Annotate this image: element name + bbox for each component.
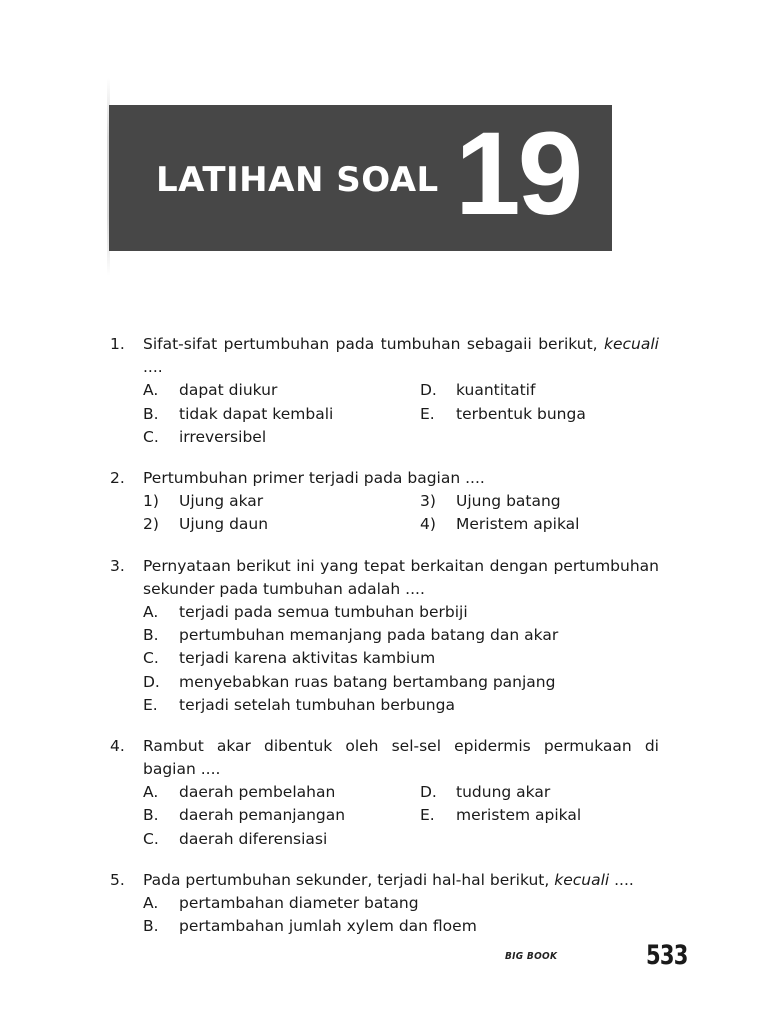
option-key: D. [143,672,160,691]
answer-option [143,379,420,402]
option-text: terjadi pada semua tumbuhan berbiji [179,602,468,621]
answer-options [143,601,768,717]
option-key: A. [143,602,159,621]
answer-option [143,671,768,694]
answer-option [420,804,660,827]
option-key: A. [143,894,159,913]
answer-option [143,426,420,449]
option-text: menyebabkan ruas batang bertambang panjang [179,672,556,691]
answer-option [420,781,660,804]
question-text [143,555,659,601]
footer-book-title: BIG BOOK [505,951,558,962]
option-text: tidak dapat kembali [179,404,334,423]
option-key: B. [143,806,159,825]
option-key: C. [143,649,159,668]
answer-option [143,513,420,536]
question-item [0,555,768,717]
answer-options [143,490,768,536]
question-stem [0,869,659,892]
banner-number: 19 [455,108,581,240]
question-text-main: Rambut akar dibentuk oleh sel-sel epidermis permukaan di bagian .... [143,736,659,779]
option-text: tudung akar [456,783,551,802]
option-text: irreversibel [179,427,267,446]
option-key: B. [143,626,159,645]
answer-option [420,490,660,513]
option-key: B. [143,917,159,936]
question-stem [0,333,659,379]
answer-option [143,601,768,624]
chapter-banner [109,105,612,251]
option-text: daerah pemanjangan [179,806,346,825]
question-text-main: Pernyataan berikut ini yang tepat berkaitan dengan pertumbuhan sekunder pada tumbuhan adalah .... [143,556,659,598]
option-text: dapat diukur [179,381,278,400]
option-text: pertumbuhan memanjang pada batang dan akar [179,626,559,645]
option-key: E. [420,806,435,825]
page-number: 533 [646,940,688,971]
question-number: 4. [110,736,125,755]
option-text: kuantitatif [456,381,536,400]
question-text-main: Pertumbuhan primer terjadi pada bagian .... [143,468,485,487]
answer-option [143,828,420,851]
option-text: terjadi setelah tumbuhan berbunga [179,695,455,714]
question-text-emphasis: kecuali [554,870,610,889]
question-text [143,735,659,781]
option-key: C. [143,427,159,446]
question-number: 2. [110,468,125,487]
answer-options [143,892,768,938]
option-key: 1) [143,492,159,511]
answer-option [143,892,768,915]
option-text: daerah pembelahan [179,783,336,802]
question-text-main: Pada pertumbuhan sekunder, terjadi hal-hal berikut, [143,870,555,889]
option-key: D. [420,783,437,802]
option-text: terjadi karena aktivitas kambium [179,649,436,668]
option-text: daerah diferensiasi [179,829,328,848]
answer-option [420,403,660,426]
answer-option [420,379,660,402]
question-item [0,735,768,851]
option-key: 2) [143,515,159,534]
answer-option [143,781,420,804]
option-key: C. [143,829,159,848]
option-text: pertambahan jumlah xylem dan floem [179,917,477,936]
question-text-emphasis: kecuali [604,335,659,353]
option-text: meristem apikal [456,806,582,825]
answer-option [143,490,420,513]
question-list [0,333,768,956]
question-stem [0,735,659,781]
question-number: 3. [110,556,125,575]
option-key: A. [143,783,159,802]
answer-option [143,624,768,647]
question-stem [0,555,659,601]
option-text: Ujung daun [179,515,269,534]
option-key: E. [143,695,158,714]
option-text: terbentuk bunga [456,404,586,423]
question-text-tail: .... [609,870,634,889]
question-item [0,467,768,537]
question-number: 1. [110,335,125,353]
option-key: D. [420,381,437,400]
answer-option [143,915,768,938]
question-text [143,333,659,379]
answer-options [143,781,768,851]
question-text-main: Sifat-sifat pertumbuhan pada tumbuhan sebagaii berikut, [143,335,605,353]
banner-title: LATIHAN SOAL [156,160,439,200]
option-key: E. [420,404,435,423]
question-text [143,869,659,892]
option-text: Meristem apikal [456,515,580,534]
answer-option [143,804,420,827]
question-text-tail: .... [143,358,163,377]
question-item [0,869,768,939]
option-key: 3) [420,492,436,511]
option-text: Ujung akar [179,492,264,511]
option-text: pertambahan diameter batang [179,894,419,913]
option-text: Ujung batang [456,492,561,511]
option-key: A. [143,381,159,400]
answer-option [143,403,420,426]
answer-option [143,694,768,717]
answer-option [143,647,768,670]
answer-options [143,379,768,449]
question-item [0,333,768,449]
question-text [143,467,659,490]
answer-option [420,513,660,536]
option-key: 4) [420,515,436,534]
option-key: B. [143,404,159,423]
question-stem [0,467,659,490]
question-number: 5. [110,870,125,889]
